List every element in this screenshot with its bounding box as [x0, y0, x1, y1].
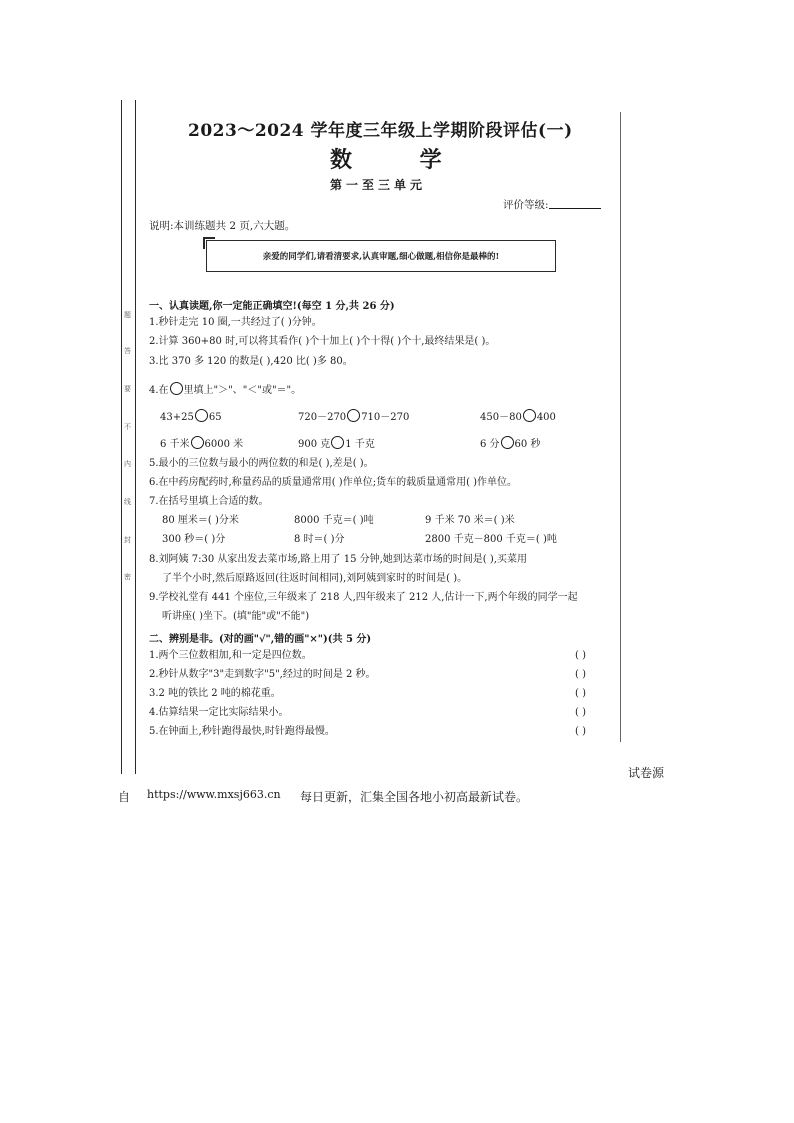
question-8-line2: 了半个小时,然后原路返回(往返时间相同),刘阿姨到家时的时间是( )。	[162, 573, 468, 584]
judge-item: 2.秒针从数字"3"走到数字"5",经过的时间是 2 秒。	[149, 669, 376, 680]
judge-bracket[interactable]: ( )	[575, 688, 586, 699]
compare-left: 900 克	[298, 439, 331, 450]
compare-right: 65	[208, 412, 222, 423]
unit-subtitle: 第一至三单元	[330, 178, 427, 192]
side-char: 题	[124, 311, 131, 319]
section2-heading: 二、辨别是非。(对的画"√",错的画"×")(共 5 分)	[149, 634, 372, 645]
conversion-item: 8000 千克＝( )吨	[294, 515, 374, 526]
judge-bracket[interactable]: ( )	[575, 726, 586, 737]
compare-circle[interactable]	[523, 409, 536, 422]
compare-circle[interactable]	[347, 409, 360, 422]
side-char: 线	[124, 498, 131, 506]
side-char: 不	[124, 423, 131, 431]
conversion-item: 2800 千克－800 千克＝( )吨	[425, 534, 557, 545]
side-char: 密	[124, 573, 131, 581]
footer-prefix: 自	[118, 790, 131, 804]
compare-left: 720－270	[298, 412, 347, 423]
q4-prompt-a: 4.在	[149, 385, 169, 396]
conversion-item: 300 秒＝( )分	[162, 534, 226, 545]
banner-text: 亲爱的同学们,请看清要求,认真审题,细心做题,相信你是最棒的!	[262, 252, 500, 262]
question-1: 1.秒针走完 10 圈,一共经过了( )分钟。	[149, 317, 322, 328]
side-char: 封	[124, 536, 131, 544]
right-margin-line	[620, 112, 621, 742]
question-4-prompt	[149, 382, 301, 397]
conversion-item: 9 千米 70 米＝( )米	[425, 515, 515, 526]
compare-item	[298, 436, 375, 451]
footer-url[interactable]: https://www.mxsj663.cn	[147, 788, 281, 801]
compare-right: 400	[536, 412, 556, 423]
compare-item	[160, 409, 222, 424]
intro-note: 说明:本训练题共 2 页,六大题。	[149, 220, 296, 232]
compare-right: 60 秒	[514, 439, 541, 450]
judge-item: 3.2 吨的铁比 2 吨的棉花重。	[149, 688, 281, 699]
judge-item: 4.估算结果一定比实际结果小。	[149, 707, 289, 718]
conversion-item: 8 时＝( )分	[294, 534, 345, 545]
judge-bracket[interactable]: ( )	[575, 669, 586, 680]
section1-heading: 一、认真读题,你一定能正确填空!(每空 1 分,共 26 分)	[149, 301, 395, 312]
judge-item: 1.两个三位数相加,和一定是四位数。	[149, 650, 312, 661]
encouragement-banner	[206, 240, 556, 272]
question-6: 6.在中药房配药时,称量药品的质量通常用( )作单位;货车的载质量通常用( )作单位。	[149, 477, 518, 488]
judge-bracket[interactable]: ( )	[575, 707, 586, 718]
side-char: 答	[124, 347, 131, 355]
left-margin-line-outer	[121, 100, 122, 774]
side-char: 要	[124, 385, 131, 393]
conversion-item: 80 厘米＝( )分米	[162, 515, 239, 526]
subject-title: 数 学	[330, 147, 472, 173]
compare-left: 450－80	[480, 412, 522, 423]
compare-right: 6000 米	[204, 439, 244, 450]
question-9-line2: 听讲座( )坐下。(填"能"或"不能")	[162, 611, 310, 622]
compare-circle[interactable]	[501, 436, 514, 449]
grade-label: 评价等级:	[503, 199, 549, 211]
compare-left: 43+25	[160, 412, 194, 423]
compare-left: 6 千米	[160, 439, 190, 450]
left-margin-line-inner	[135, 100, 136, 774]
question-3: 3.比 370 多 120 的数是( ),420 比( )多 80。	[149, 356, 353, 367]
compare-item	[298, 409, 409, 424]
compare-item	[480, 436, 540, 451]
question-5: 5.最小的三位数与最小的两位数的和是( ),差是( )。	[149, 458, 374, 469]
question-8-line1: 8.刘阿姨 7:30 从家出发去菜市场,路上用了 15 分钟,她到达菜市场的时间是( ),买菜用	[149, 554, 527, 565]
compare-left: 6 分	[480, 439, 500, 450]
judge-item: 5.在钟面上,秒针跑得最快,时针跑得最慢。	[149, 726, 335, 737]
compare-right: 1 千克	[345, 439, 375, 450]
judge-bracket[interactable]: ( )	[575, 650, 586, 661]
grade-field	[503, 197, 601, 212]
compare-circle[interactable]	[195, 409, 208, 422]
question-9-line1: 9.学校礼堂有 441 个座位,三年级来了 218 人,四年级来了 212 人,估计一下,两个年级的同学一起	[149, 592, 578, 603]
exam-title: 2023～2024 学年度三年级上学期阶段评估(一)	[188, 121, 573, 141]
compare-right: 710－270	[361, 412, 410, 423]
compare-circle[interactable]	[191, 436, 204, 449]
footer-tagline: 每日更新，汇集全国各地小初高最新试卷。	[300, 790, 529, 804]
question-7-prompt: 7.在括号里填上合适的数。	[149, 496, 269, 507]
compare-circle[interactable]	[331, 436, 344, 449]
watermark-text: 试卷源	[628, 766, 665, 780]
compare-item	[480, 409, 556, 424]
question-2: 2.计算 360+80 时,可以将其看作( )个十加上( )个十得( )个十,最终结果是( )。	[149, 336, 496, 347]
q4-prompt-b: 里填上"＞"、"＜"或"＝"。	[183, 385, 302, 396]
side-char: 内	[124, 460, 131, 468]
compare-item	[160, 436, 243, 451]
circle-icon	[170, 382, 183, 395]
grade-blank[interactable]	[549, 198, 601, 209]
